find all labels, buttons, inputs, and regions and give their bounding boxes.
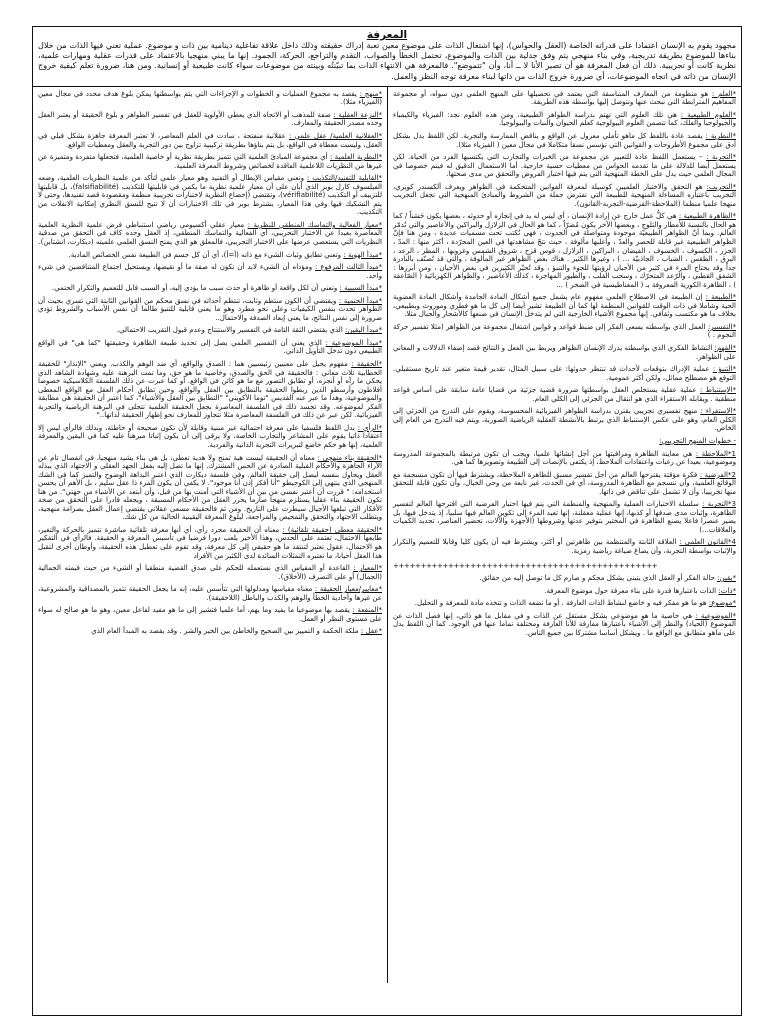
definition-term: *مبدأ الهوية :: [343, 249, 382, 259]
definition-term: *النزعة العقلية :: [333, 109, 382, 119]
definition-text: معناه مقياسها ومدلولها التي تتأسس عليه، إنه ما يجعل الحقيقة تتميز بالمصداقية والمشروعية، عن غيرها وأحادية الخطأ والوهم والكذب والباطل (اللاحقيقة).: [38, 584, 382, 602]
definition-text: حالة الفكر أو العقل الذي يتبنى بشكل محكم و صارم كل ما توصل إليه من حقائق.: [479, 573, 718, 583]
right-column: [387, 87, 741, 983]
definition-term: *العلم :: [711, 88, 737, 98]
definition-entry: [393, 323, 736, 340]
definition-term: *مبدأ الثالث المرفوع :: [315, 262, 382, 272]
definition-text: القاعدة أو المقياس الذي نستعمله للحكم على صدق القضية منطقيا أو الشيء من حيث قيمته الجمالية (الجمال) أو على التصرف (الأخلاق).: [38, 563, 382, 581]
definition-term: *التنبؤ :: [712, 364, 736, 374]
definition-term: *الإستقراء :: [700, 406, 736, 416]
definition-text: صفة للمذهب أو الاتجاه الذي يعطي الأولوية للعقل في تفسير الظواهر و بلوغ الحقيقة أو يعتبر العقل وحده مصدر الحقيقة والمعارف.: [38, 109, 382, 128]
separator-line: ++++++++++++++++++++++++++++++++++++++++++++++++: [393, 561, 658, 570]
definition-entry: [38, 627, 382, 636]
definition-term: 4*القانون العلمي :: [679, 537, 736, 547]
definition-term: *الرأي :: [357, 422, 383, 432]
definition-entry: [38, 153, 382, 170]
definition-term: *عقل :: [360, 626, 382, 636]
definition-entry: [38, 284, 382, 293]
definition-term: *النظرية :: [705, 131, 736, 140]
definition-text: العلاقة الثابتة والمنتظمة بين ظاهرتين أو أكثر، ويشترط فيه أن يكون كليا وقابلا للتعميم والتكرار والإثبات بواسطة التجربة، وأن يصاغ صياغة رياضية رمزية.: [393, 537, 736, 555]
definition-term: *العقلانية العلمية/ عقل علمي :: [288, 131, 383, 140]
definition-term: *يقين:: [717, 573, 736, 583]
definition-text: العمل الذي بواسطته يسعى الفكر إلى ضبط قواعد و قوانين اشتغال مجموعة من الظواهر (مثلا تفسير حركة النجوم . ): [393, 321, 736, 340]
definition-entry: [393, 538, 736, 555]
definition-text: عملية عقلية يستخلص العقل بواسطتها ضرورة قضية جزئية من قضايا عامة سابقة على أساس قواعد منطقية . ويقابله الاستقراء الذي هو انتقال من الجزئي إلى الكلي العام.: [393, 385, 736, 403]
definition-entry: [393, 111, 736, 128]
definition-entry: [38, 454, 382, 522]
definition-entry: [38, 111, 382, 128]
definition-term: *الظاهرة الطبيعية :: [678, 211, 736, 221]
definition-term: *مبدأ السببية :: [339, 283, 382, 293]
definition-text: مفهوم يحيل على معنيين رئيسيين هما : الصدق والواقع، أي ضد الوهم والكذب. ويعني "الإنذار" للحقيقة الخطابية ثلاث معاني : فالحقيقة في الحق والصدق، وخاصية ما هو حق، وما تمت البرهنة عليه وشهادة الشاهد الذي يحكي ما رآه أو أنجزه، أو تطابق التصور مع ما هو كائن في الواقع. أو كما عبرت عن ذلك الفلسفة الكلاسيكية خصوصا أفلاطون وأرسطو الذين ربطوا الحقيقة بالتطابق بين العقل والواقع، وحين تطابق أحكام العقل مع الواقع المعطى والموضوعية، وهذا ما عبر عنه القديس "توما الأكويني" "التطابق بين العقل والأشياء"، كما اعتبر أن الحقيقة هي مطابقة الفكر لموضوعه. وقد تجسد ذلك في الفلسفة المعاصرة بجعل الحقيقة العلمية تتجلى في البرهنة الرياضية والتجربة الفيزيائية. لكن عبر عن ذلك في الفلسفة المعاصرة مثلا تتجاوز للمعارف نحو إظهار الحقيقة لذاتها..": [38, 359, 382, 420]
definition-entry: [393, 500, 736, 534]
definition-entry: [393, 587, 736, 596]
definition-text: هو ما هو مفكر فيه و خاضع لنشاط الذات العارفة . أو ما تضعه الذات و تتخذه مادة للمعرفة و التحليل.: [414, 598, 709, 608]
definition-entry: [38, 174, 382, 217]
definition-text: ملكة الحكمة و التمييز بين الصحيح والخاطئ بين الخير والشر . وقد يقصد به المبدأ العام الذي: [91, 626, 361, 636]
definition-term: *النظرية العلمية :: [329, 152, 382, 162]
definition-term: *معيار الفعالية والتماسك المنطقي للنظرية :: [247, 219, 382, 229]
definition-text: هي معاينة الظاهرة ومراقبتها من أجل إنشائها علميا، ويجب أن تكون مرتبطة بالمجموعة المدروسة وموضوعية، بعيدا عن رغبات واعتقادات الملاحظ، إذ يكتفي بالإنصات إلى الطبيعة وتصويرها كما هي.: [393, 448, 736, 467]
definition-term: *موضوع:: [708, 598, 736, 608]
definition-entry: [393, 293, 736, 319]
definition-term: *التفسير:: [708, 321, 736, 331]
definition-text: الذي يعني أن التفسير العلمي يصل إلى تحديد طبيعة الظاهرة وحقيقتها "كما هي" في الواقع الطبيعي دون تدخل التأويل الذاتي.: [38, 337, 382, 356]
definition-entry: [38, 251, 382, 260]
definition-entry: [393, 450, 736, 467]
definition-term: *الإستنباط :: [699, 385, 737, 395]
definition-entry: [38, 360, 382, 420]
definition-text: فكرة مؤقتة يقترحها العالم من أجل تفسير مسبق للظاهرة الملاحظة، ويشترط فيها أن تكون منسجمة مع الوقائع العلمية، وأن تنسجم مع الظاهرة المدروسة، أي في الحدث، غير نابعة من وحي الخيال، وأن تكون قابلة للتحقق منها تجريبيا، وأن لا تشمل على تناقض في ذاتها.: [393, 469, 736, 496]
definition-text: عقلانية منفتحة ، سادت في العلم المعاصر، لا تعتبر المعرفة جاهزة بشكل قبلي في العقل، وليست معطاة في الواقع، بل يتم بناؤها بطريقة تركيبية تزاوج بين دور التجربة والعقل ومعطيات الواقع.: [38, 131, 382, 149]
definition-entry: [393, 574, 736, 583]
definition-entry: [393, 471, 736, 497]
definition-entry: [393, 599, 736, 608]
definition-entry: [38, 132, 382, 149]
definition-text: يقصد عادة باللفظ كل ماهو تأملي معزول عن الواقع و يناقض الممارسة والتجربة. لكن اللفظ يدل بشكل أدق على مجموع الأطروحات و القوانين التي تؤسس نسقا متكاملا في مجال معين ( الفيزياء مثلا).: [393, 131, 736, 149]
definition-entry: [393, 407, 736, 433]
definition-text: يقصد به مجموع العمليات و الخطوات و الإجراءات التي يتم بواسطتها يمكن بلوغ هدف محدد في مجال معين (الفيزياء مثلا).: [38, 88, 382, 107]
definition-term: 3*التجربة :: [702, 499, 737, 509]
definition-text: وتعني مقياس الإبطال أو التفنيد وهو معيار علمي لتأكد من علمية النظريات العلمية، وضعه الفيلسوف كارل بوبر الذي أبان على أن معيار علمية نظرية ما يكمن في قابليتها للتكذيب (falsifiabilité)، بل قابليتها للتزييف أو التكذيب (vérifiabilité)، وتقتضي (إخضاع النظرية لاختبارات تجريبية منظمة ومقصودة قصد تفنيدها، وحتى لا يتم التشكيك فيها وفي هذا المعيار، يشترط بوبر في تلك الاختبارات أن لا تتيح للنسق النظري إمكانية الانفلات من التكذيب.: [38, 173, 382, 217]
definition-term: *المعيار :: [353, 563, 382, 573]
definition-term: *معايير/معيار الحقيقة :: [314, 584, 383, 594]
definition-term: *مبدأ الموضوعية :: [325, 337, 382, 347]
definition-entry: [393, 153, 736, 179]
definition-text: الذات باعتبارها قدرة على بناء معرفة حول موضوع المعرفة.: [544, 585, 719, 595]
definition-text: يقصد بها موضوعيا ما يفيد وما يهم، أما علميا فتشير إلى ما هو مفيد لفاعل معين، وهو ما هو صالح له سواء على مستوى النظر أو العمل.: [38, 605, 382, 623]
definition-text: سلسلة الاختبارات العملية والمنهجية والمنظمة التي يتم فيها اختبار الفرضية التي اقترحها العالم لتفسير الظاهرة، وإثبات مدى صدقها أو كذبها، إنها عملية معقلنة، إنها تعيد المرء إلى تكوين العالم فيها سلبيا، إذ يتدخل فيها، بل يصير عنصرا فاعلا يصنع الظاهرة في المختبر بتوفير عدتها وشروطها (الأجهزة والآلات، تحضير العناصر، تحديد الكميات والعلاقات...): [393, 499, 736, 534]
intro-paragraph: مجهود يقوم به الإنسان اعتمادا على قدراته الخاصة (العقل والحواس)، إنها اشتغال الذات على موضوع معين تعبة إدراك حقيقته وذلك داخل علاقة تفاعلية دينامية بين ذات و موضوع. عملية تعني فيها الذات من خلال بناءها للموضوع بطريقة تدريجية، وفي بناء منهجي يتم وفق جدلية بين الذات والموضوع، تحتمل الخطأ والصواب، التقدم والتراجع، الحركة، الجمود. إنها ما يبني منهجيا بالاعتماد على قدرات عقلية ومهارات علمية، نظرية كانت أو تجريبية. ذلك أن فعل المعرفة هو أن تصير الأنا لا ــ أنا، وأن "تتموضع". فالمعرفة هي الانتهاء الذات بما تبيّنتُه وبينته من موضوعات سواء كانت طبيعية أو إنسانية. ومن هنا، ضرورة تعلم كيفية خروج الإنسان من ذاته في اتجاه الموضوعات، أي ضرورة خروج الذات من ذاتها لبناء معرفة توجه النظر والعمل.: [38, 41, 736, 81]
definition-entry: [38, 263, 382, 280]
page-title: المعرفة: [366, 29, 408, 41]
definition-text: هو منظومة من المعارف المتناسقة التي يعتمد في تحصيلها على المنهج العلمي دون سواه، أو مجموعة المفاهيم المترابطة التي نبحث عنها ونتوصل إليها بواسطة هذه الطريقة.: [393, 88, 736, 107]
definition-term: *مبدأ الحتمية :: [338, 295, 382, 305]
definition-text: معيار عقلي أكسيومي رياضي استنباطي فرض علمية النظرية العلمية المعاصرة بعيدا عن الاختبار التجريبي، أي الفعالية والتماسك المنطقي، إذ العقل وحده كاف في التحقق من صدقية النظريات التي يستعصي عرضها على الاختبار التجريبي، فالمعلق هو الذي يمنح النسق العلمي علميته (ديكارت، انشتاين).: [38, 219, 382, 247]
definition-entry: [38, 326, 382, 335]
definition-text: ويقتضي أن الكون منتظم وثابت، تنتظم أحداثه في نسق محكم من القوانين الثابتة التي تسري بحيث أن الظواهر تحدث بنفس الكيفيات وعلى نحو مطرد وهو ما يعني قابلية للتنبؤ طالما أن نفس الأسباب والشروط تؤدي ضرورة إلى نفس النتائج، ما يعني إبعاد الصدفة والاحتمال..: [38, 295, 382, 322]
definition-term: *الموضوعية :: [695, 610, 736, 620]
definition-entry: [393, 365, 736, 382]
definition-entry: [38, 297, 382, 323]
definition-entry: [393, 386, 736, 403]
definition-text: منهج تفسيري تجريبي يقترن بدراسة الظواهر الفيزيائية المحسوسة، ويقوم على التدرج من الجزئي إلى الكلي العام، وهو على عكس الإستنباط الذي يرتبط بالأنشطة العقلية الرياضية الصورية، ويتم فيه التدرج من العام إلى الخاص.: [393, 406, 736, 433]
definition-text: ومؤداه أن الشيء لابد أن تكون له صفة ما أو نقيضها، ويستحيل اجتماع المتناقضين في شيء واحد.: [38, 262, 382, 280]
definition-text: – يستعمل اللفظ عادة للتعبير عن مجموعة من الخبرات والتجارب التي يكتسبها الفرد من الحياة. لكن يستعمل أيضا للدلالة على ما تقدمه الحواس من معطيات حسية خارجية. أما الاستعمال الدقيق له فيتم خصوصا في المجال العلمي حيث يدل على الخطة المنهجية التي يتم فيها اختبار الفروض والتحقق من مدى صحتها.: [393, 152, 736, 179]
definition-text: الذي يقتضي الثقة التامة في التفسير والاستنتاج وعدم قبول التقريب الاحتمالي.: [116, 325, 346, 335]
definition-term: *التجربة :: [706, 152, 736, 162]
definition-entry: [38, 339, 382, 356]
definition-term: *الحقيقة :: [351, 359, 382, 369]
definition-text: يدل اللفظ فلسفيا على معرفة احتمالية غير مبنية وقابلة لأن تكون صحيحة أو خاطئة، وبذلك فالرأي ليس إلا اعتقادا ذاتيا يقوم على المشاعر والتجارب الخاصة، ولا يرقى إلى أن يكون إثباتا مبرهنا عليه كما في اليقين والمعرفة العلمية، إنها هو حكم خاضع لتبريرات التجربة الذاتية والفردية.: [38, 422, 382, 449]
left-column: [33, 87, 387, 983]
definition-entry: [38, 564, 382, 581]
definition-entry: [393, 183, 736, 209]
definition-term: *منهج :: [359, 88, 382, 98]
definition-term: *الفهم:: [714, 343, 736, 353]
definition-entry: [38, 606, 382, 623]
intro-section: [33, 27, 741, 87]
definition-text: هي خاصية ما هو موضوعي بشكل مستقل عن الذات و في مقابل ما هو ذاتي، إنها فصل الذات عن الموضوع (الحياد) والنظر إلى الأشياء باعتبارها مفارقة للأنا العارفة ومختلفة تماما عنها في الوجود. كما أن اللفظ يدل على ماهو متطابق مع الواقع ما . ويشكل أساسا مشتركا بين جميع الناس.: [393, 610, 736, 637]
definition-text: معناه أن الحقيقة ليست هبة تمنح ولا هدية تعطى، بل هي بناء يشيد منهجيا، في انفصال تام عن الآراء الجاهزة والأحكام القبلية الصادرة عن الحس المشترك. إنها ما تصل إليه بفعل الجهد العقلي و الاجتهاد الذي يبذله العقل ويحاول بنفسه ليصل إلى حقيقة العالم. وفي فلسفة ديكارت الذي اعتبر البداهة الوضوح والتميز كما في الشك المنهجي الذي ينتهي إلى الكوجيطو "أنا أفكر إذن أنا موجود". لا يكفي أن يكون المرء ذا عقل سليم ، بل الأهم أن يحسن استخدامه: " قررت أن أعتبر نفسي من بين أن الأشياء التي أمنت بها من قبل، وأن أبتعد عن الأشياء من جهتي". من هنا تكون الحقيقة بناء عقليا يستلزم منهجا صارما يحرر العقل من الأحكام المسبقة ، ويجعله قادرا على التحقق من صحة الأفكار التي تبلغها الأجيال سيطرت على التاريخ. ومن ثم فالحقيقة مسعى عقلاني يقتضي إعمال العقل بصرامة منهجية، ويتطلب الاجتهاد والتحقق والتمحيص والمراجعة، لبلوغ المعرفة اليقينية الخالية من كل شك.: [38, 452, 382, 522]
definition-term: *القابلية للتفنيد/التكذيب :: [306, 173, 382, 183]
definition-term: *ذات:: [718, 585, 736, 595]
definition-entry: [393, 612, 736, 638]
definition-entry: [38, 90, 382, 107]
definition-entry: [38, 221, 382, 247]
definition-text: أي مجموعة المبادئ العلمية التي تتميز بطريقة نظرية أو خاصية العلمية، فتجعلها متفردة ومتميزة عن غيرها من النظريات اللاعلمية الفاقدة لخصائص وشروط المعرفة العلمية.: [38, 152, 382, 170]
definition-text: وتعني تطابق وثبات الشيء مع ذاته (أ=أ)، أي أن كل جسم في الطبيعة نفس الخصائص المادية.: [68, 249, 344, 259]
definition-term: *مبدأ اليقين:: [345, 325, 382, 335]
definition-text: عملية الإدراك بتوقعات لأحداث قد تنتظر حدوثها: على سبيل المثال، تقدير قيمة متغير عند تاريخ مستقبلي. التوقع هو مصطلح مماثل، ولكن أكثر عمومية.: [393, 364, 736, 382]
definition-term: *الطبيعة :: [705, 292, 736, 302]
definition-term: 1*الملاحظة :: [695, 448, 736, 458]
definition-entry: [393, 344, 736, 361]
definition-entry: [393, 212, 736, 289]
definition-text: وتعني أن لكل واقعة أو ظاهرة أو حدث سبب ما يؤدي إليه، أو السبب قابل للتعميم والتكرار الحتمي.: [51, 283, 340, 293]
document-frame: [32, 26, 742, 1016]
definition-text: إن الطبيعة في الاصطلاح العلمي مفهوم عام يشمل جميع أشكال المادة الجامدة وأشكال المادة العضوية الحية وشاملا في ذات الوقت للقوانين المنظمة لها كما أن الطبيعة تشير أيضا إلى كل ما هو فطري وموروث وبطبيعي، بخلاف ما هو مكتسب وثقافي. إنها مجموع الأشياء الخارجية التي لم يتدخل الإنسان في صنعها كالأشجار والجبال مثلا.: [393, 292, 736, 319]
definition-term: *الحقيقة معطى (حقيقة تلقائية) :: [282, 524, 382, 534]
definition-entry: [393, 132, 736, 149]
definition-text: هي تلك العلوم التي تهتم بدراسة الظواهر الطبيعية، ومن هذه العلوم نجد: الفيزياء والكيمياء والجيولوجيا والفلك، كما تتضمن العلوم البيولوجية كعلم الحيوان والنبات والبيولوجيا.: [393, 109, 736, 128]
definition-term: *المنفعة :: [352, 605, 382, 615]
definition-entry: [38, 424, 382, 450]
definition-text: النشاط الفكري الذي بواسطته يدرك الإنسان الظواهر ويربط بين الفعل و النتائج قصد إضفاء الدلالات و المعاني على الظواهر.: [393, 343, 736, 361]
definition-entry: [38, 526, 382, 560]
definition-entry: [38, 585, 382, 602]
definition-term: *الحقيقة بناء منهجي :: [317, 452, 382, 462]
section-heading: - خطوات المنهج التجريبي:: [659, 435, 736, 445]
definition-text: معناه أن الحقيقة مجرد رأي، أي أنها معرفة تلقائية مباشرة تتميز بالحركة والتغير، طابعها الاحتمال، تعتمد على الحدس، وهذا الأخير يلعب دورا فرضيا في تأسيس المعرفة و الحقيقة. فالرأي في التفكير هو الاحتمال، عقول تعتبر لتنتقد ما هو حقيقي إلى كل معرفة، وقد تقوم على تعطيل هذه الحقيقة، وأوطان أخرى لتقبل هذا العقل أحيانا، ما تعتبره التمثلات السائدة لدى الكثير من الأفراد: [38, 524, 382, 560]
definition-text: هو التحقق والاختبار العلميين كوسيلة لمعرفة القوانين المتحكمة في الظواهر ويعرف ألكسندر كويري، التجريب باعتباره المساءلة المنهجية للطبيعة التي تفترض جملة من الشروط والمبادئ المنهجية التي تجعل التجريب منهجا علميا منظما (الملاحظة-الفرضية-التجربة-القانون).: [393, 181, 736, 208]
definition-term: 2*الفرضية :: [699, 469, 736, 479]
two-column-body: [33, 87, 741, 983]
definition-entry: [393, 90, 736, 107]
definition-text: هي كلُّ عمل خارج عن إرادة الإنسان ، أي ليس له يد في إنجازه أو حدوثه ، بعضها يكون حَسَناً / كما هو الحال بالنسبة للأمطار والثلوج ، وبعضها الآخر يكون مُضرّاً ، كما هو الحال في الزلازل والبراكين والأعاصير والتي تُدمّر العالم. وبما أنّ الظواهر الطبيعيّة موجودة ومتواصلة في الحدوث ، فهي تُكتب تحت مسميات عديدة ، ومن هنا فإنّ الظواهر الطبيعية غير قابلة للحصر والعدّ ، وأغلبها مألوفة ، حيث نتجّ مشاهدتها في العين المجرّدة ، أكثر منها : المدّ ، الجزر ، الكسوف ، الخسوف ، الفيضان ، البراكين ، الزلازل ، قوس قزح ، شروق الشمس وغروبها ، المطر ، الرعد ، البرق ، الطقس ، الضباب ، الجاذبيّة ... ) ، وغيرها الكثير . هناك بعض الظواهر غير المألوفة ، والتي قد تُصنّف بالنادرة جداً وقد يحتاج المرء في كثير من الأحيان لرؤيتها للجوء والتنبؤ ، وقد تُحيّر الكثيرين في بعض الأحيان ، ومن أبرزها : الشفق القطبي ، والرّعد المتحرّك ، وسحب القلب ، والطيور المهاجرة ، كذلك الأعاصير ، والظواهر الكهربائية ( الصّاعقة ) ، الظاهرة الكورية المعروفة بـ ( المغناطيسية في الصخر ) ...: [393, 211, 736, 289]
definition-term: *التجريب:: [706, 181, 736, 191]
definition-term: *العلوم الطبيعية :: [680, 109, 736, 119]
